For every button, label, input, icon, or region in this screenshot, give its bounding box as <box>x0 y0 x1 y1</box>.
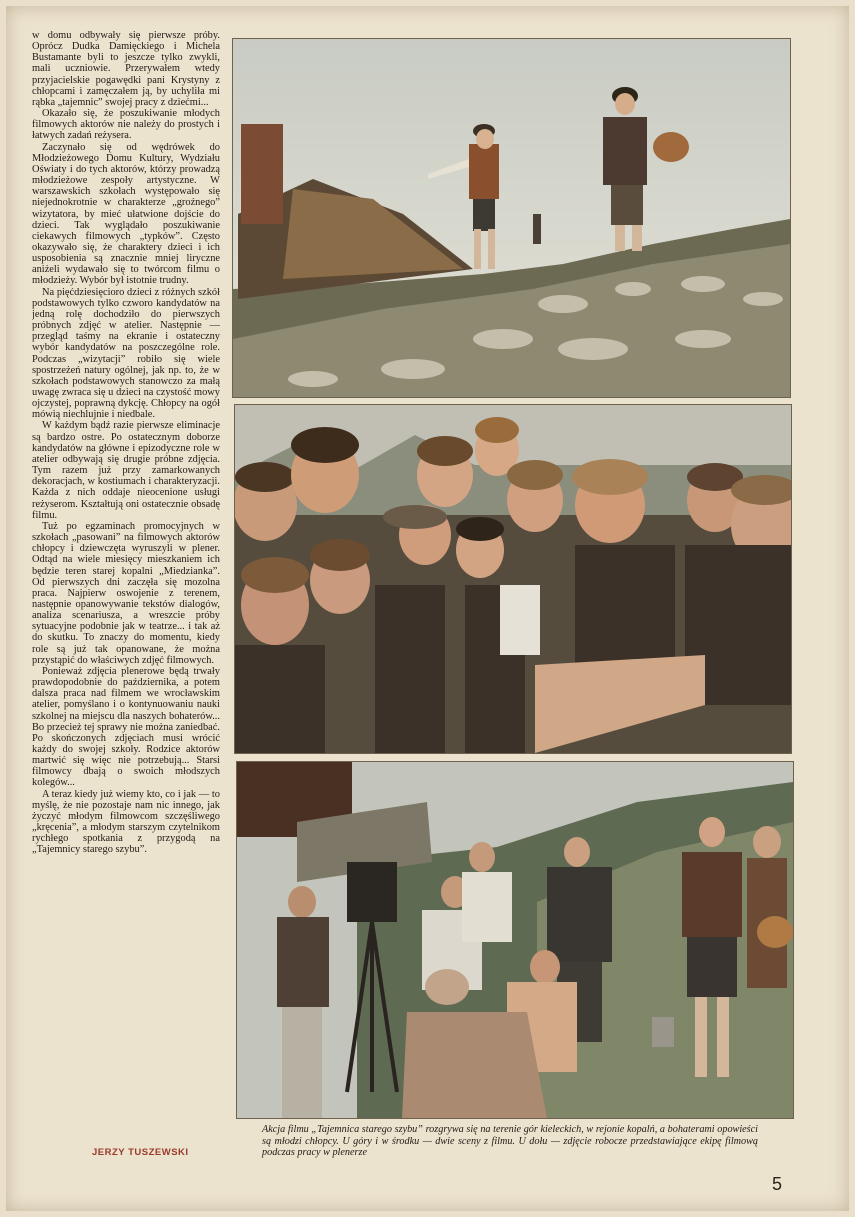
article-paragraph: A teraz kiedy już wiemy kto, co i jak — to myślę, że nie pozostaje nam nic innego, jak życzyć młodym filmowcom szczęśliwego „kręcenia”, a młodym starszym czytelnikom rychłego spotkania z przygodą na „Tajemnicy starego szybu”. <box>32 788 220 856</box>
photo-group-of-boys <box>234 404 792 754</box>
article-paragraph: Tuż po egzaminach promocyjnych w szkołach „pasowani” na filmowych aktorów chłopcy i dziewczęta wyruszyli w plener. Odtąd na wiele miesięcy mieszkaniem ich będzie teren starej kopalni „Miedzianka”. Od pierwszych dni zaczęła się mozolna praca. Najpierw oswojenie z terenem, następnie opanowywanie tekstów dialogów, analiza scenariusza, a wreszcie próby sytuacyjne podobnie jak w teatrze... i tak aż do skutku. To znaczy do momentu, kiedy role są już tak opanowane, że można przystąpić do właściwych zdjęć filmowych. <box>32 520 220 666</box>
article-paragraph: W każdym bądź razie pierwsze eliminacje są bardzo ostre. Po ostatecznym doborze kandydatów na główne i epizodyczne role w atelier odbywają się drugie próbne zdjęcia. Tym razem już przy zamarkowanych dekoracjach, w kostiumach i charakteryzacji. Każda z nich oddaje nieocenione usługi reżyserom. Kształtują oni ostatecznie obsadę filmu. <box>32 420 220 521</box>
author-signature: JERZY TUSZEWSKI <box>92 1147 189 1158</box>
photo-boys-on-hill <box>232 38 791 398</box>
article-paragraph: Okazało się, że poszukiwanie młodych filmowych aktorów nie należy do prostych i łatwych zadań reżysera. <box>32 108 220 142</box>
article-paragraph: Na pięćdziesięcioro dzieci z różnych szkół podstawowych tylko czworo kandydatów na jedną rolę dochodziło do pierwszych próbnych zdjęć w atelier. Następnie — przegląd taśmy na ekranie i ostateczny wybór kandydatów na poszczególne role. Podczas „wizytacji” robiło się wiele spostrzeżeń natury ogólnej, jak np. to, że w szkołach podstawowych stanowczo za małą uwagę zwraca się u dzieci na czystość mowy ojczystej, poprawną dykcję. Chłopcy na ogół mówią niechlujnie i niedbale. <box>32 286 220 421</box>
page-number: 5 <box>772 1174 783 1194</box>
article-paragraph: w domu odbywały się pierwsze próby. Oprócz Dudka Damięckiego i Michela Bustamante byli to jeszcze tylko zwykli, mali uczniowie. Przerywałem wtedy przyjacielskie pogawędki pani Krystyny z chłopcami i zamęczałem ją, by uchyliła mi rąbka „tajemnic” swojej pracy z dziećmi... <box>32 30 220 108</box>
photo-film-crew <box>236 761 794 1119</box>
article-column <box>32 30 220 1160</box>
photo-caption: Akcja filmu „Tajemnica starego szybu” rozgrywa się na terenie gór kieleckich, w rejonie kopalń, a bohaterami opowieści są młodzi chłopcy. U góry i w środku — dwie sceny z filmu. U dołu — zdjęcie robocze przedstawiające ekipę filmową podczas pracy w plenerze <box>262 1124 758 1158</box>
article-paragraph: Ponieważ zdjęcia plenerowe będą trwały prawdopodobnie do października, a potem dalsza praca nad filmem we wrocławskim atelier, pomyślano i o kontynuowaniu nauki szkolnej na miejscu dla naszych bohaterów... Bo przecież tej sprawy nie można zaniedbać. Po skończonych zdjęciach musi wrócić każdy do swojej szkoły. Rodzice aktorów martwić się więc nie potrzebują... Starsi filmowcy dbają o swoich młodszych kolegów... <box>32 665 220 789</box>
article-paragraph: Zaczynało się od wędrówek do Młodzieżowego Domu Kultury, Wydziału Oświaty i do tych aktorów, którzy prowadzą młodzieżowe zespoły artystyczne. W warszawskich szkołach występowało się niejednokrotnie w charakterze „groźnego” wizytatora, by mieć ułatwione dojście do dzieci. Tak wyglądało poszukiwanie ciekawych filmowych „typków”. Często okazywało się, że charaktery dzieci i ich usposobienia są znacznie mniej liryczne aniżeli wydawało się to twórcom filmu o młodzieży. Wybór był istotnie trudny. <box>32 141 220 287</box>
